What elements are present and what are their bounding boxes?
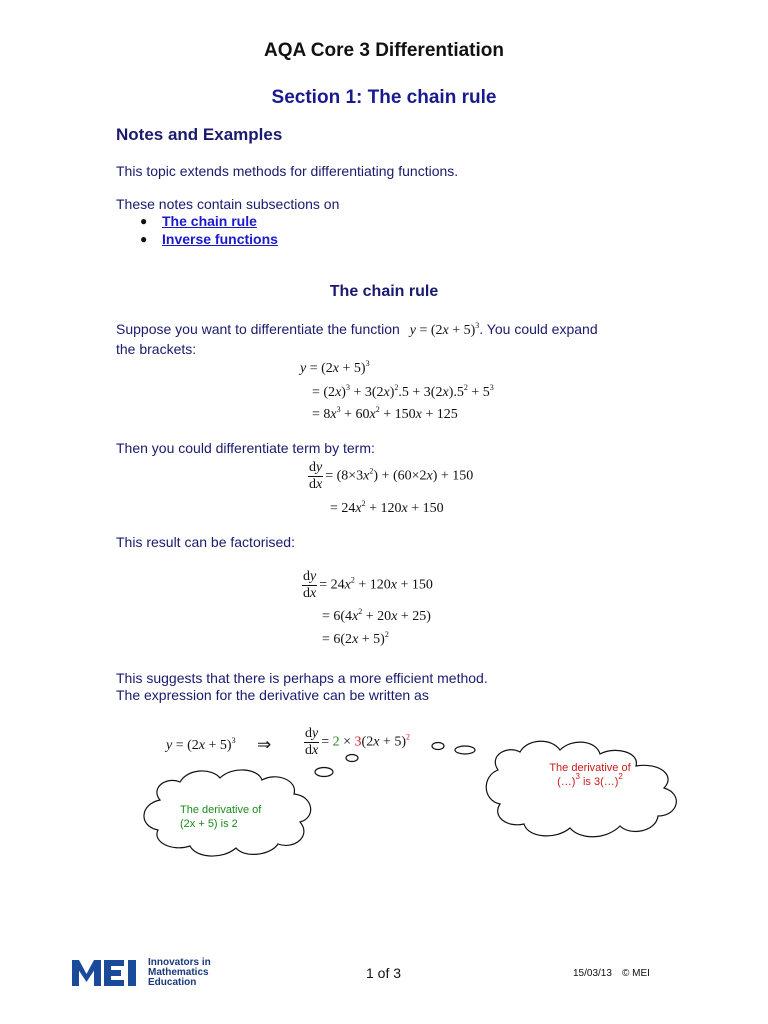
expansion-line-1: $y = (2x + 5)^3$ bbox=[300, 359, 370, 376]
factorised-line-1: $\frac{dy}{dx}$ = $24x^2 + 120x + 150$ bbox=[303, 569, 433, 601]
footer-copyright: © MEI bbox=[622, 968, 650, 979]
notes-heading: Notes and Examples bbox=[116, 125, 283, 144]
dy-dx-fraction: $\frac{dy}{dx}$ bbox=[305, 726, 319, 758]
expansion-line-2: = $(2x)^3 + 3(2x)^2.5 + 3(2x).5^2 + 5^3$ bbox=[312, 383, 494, 400]
expansion-line-3: = $8x^3 + 60x^2 + 150x + 125$ bbox=[312, 405, 458, 422]
mei-logo-text: Innovators in Mathematics Education bbox=[148, 957, 211, 988]
footer-date: 15/03/13 bbox=[573, 968, 612, 979]
suggests-text: This suggests that there is perhaps a more efficient method. bbox=[116, 670, 488, 686]
equation-inline: $y = (2x + 5)^3$ bbox=[409, 321, 480, 338]
intro-text: This topic extends methods for differentiating functions. bbox=[116, 163, 459, 179]
thought-bubble-dot bbox=[432, 743, 444, 750]
suppose-text-cont: . You could expand bbox=[479, 321, 598, 337]
document-title: AQA Core 3 Differentiation bbox=[264, 40, 504, 61]
contains-text: These notes contain subsections on bbox=[116, 196, 340, 212]
link-chain-rule[interactable]: The chain rule bbox=[162, 213, 257, 229]
cloud-right-shape bbox=[486, 741, 676, 837]
cloud-right-text: The derivative of (…)$^3$ is 3(…)$^2$ bbox=[549, 762, 631, 788]
section-title: Section 1: The chain rule bbox=[271, 87, 497, 108]
link-inverse-functions[interactable]: Inverse functions bbox=[162, 231, 278, 247]
dy-dx-fraction: $\frac{dy}{dx}$ bbox=[303, 569, 317, 601]
factorise-text: This result can be factorised: bbox=[116, 534, 295, 550]
suppose-text: Suppose you want to differentiate the function bbox=[116, 321, 400, 337]
cloud-left-text: The derivative of (2x + 5) is 2 bbox=[180, 804, 262, 830]
chain-equation-right: $\frac{dy}{dx}$ = $2 \times 3(2x + 5)^2$ bbox=[305, 726, 410, 758]
implies-icon: ⇒ bbox=[257, 735, 272, 754]
bullet-icon: ● bbox=[140, 232, 148, 246]
bullet-icon: ● bbox=[140, 214, 148, 228]
derivative-line-2: = $24x^2 + 120x + 150$ bbox=[330, 499, 444, 516]
factorised-line-3: = $6(2x + 5)^2$ bbox=[322, 630, 389, 647]
factorised-line-2: = $6(4x^2 + 20x + 25)$ bbox=[322, 607, 431, 624]
mei-logo bbox=[72, 958, 211, 988]
dy-dx-fraction: $\frac{dy}{dx}$ bbox=[309, 460, 323, 492]
page-number: 1 of 3 bbox=[366, 965, 402, 981]
derivative-line-1: $\frac{dy}{dx}$ = $(8\times 3x^2) + (60\times 2x) + 150$ bbox=[309, 460, 474, 492]
chain-equation-left: $y = (2x + 5)^3$ bbox=[166, 736, 236, 753]
thought-bubble-dot bbox=[455, 746, 475, 754]
suppose-line-2: the brackets: bbox=[116, 341, 197, 357]
chain-rule-heading: The chain rule bbox=[329, 283, 439, 300]
thought-bubble-dot bbox=[315, 768, 333, 777]
mei-logo-icon bbox=[72, 958, 144, 988]
expression-text: The expression for the derivative can be written as bbox=[116, 687, 429, 703]
then-text: Then you could differentiate term by term: bbox=[116, 440, 375, 456]
thought-bubble-dot bbox=[346, 755, 358, 762]
